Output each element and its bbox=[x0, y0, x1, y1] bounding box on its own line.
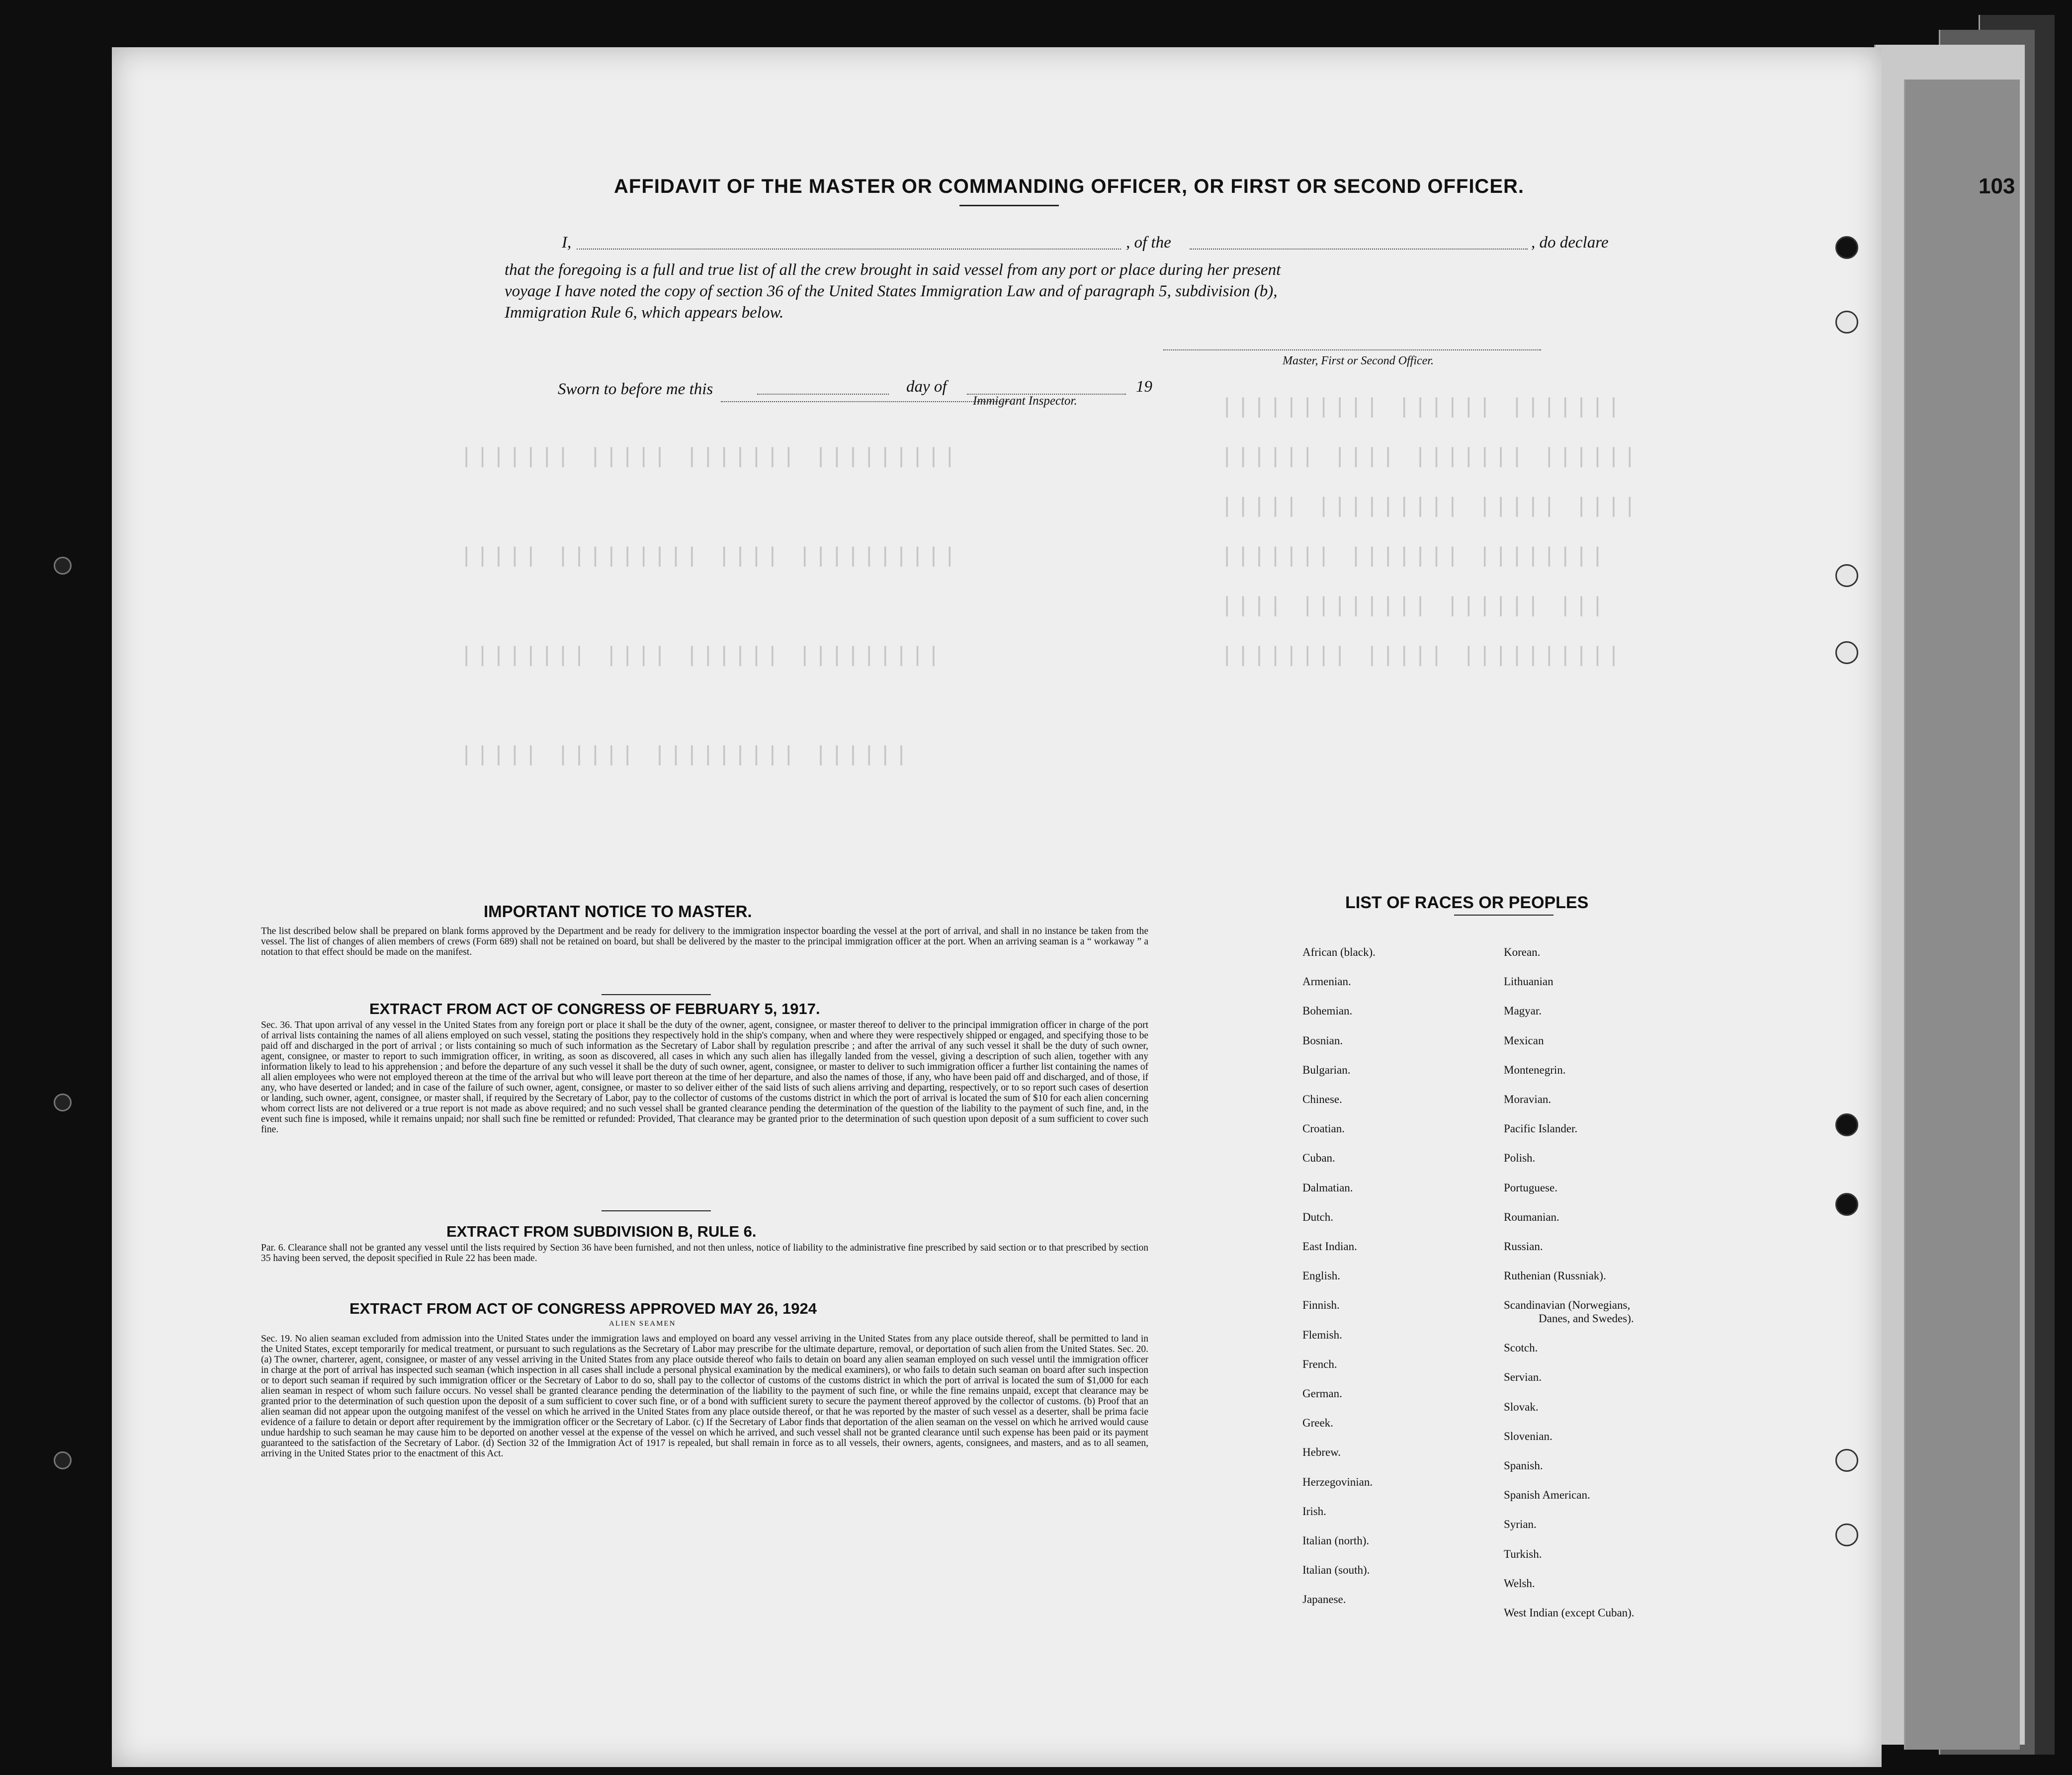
race-item: Korean. bbox=[1504, 946, 1541, 958]
race-item: East Indian. bbox=[1302, 1240, 1357, 1253]
race-item: Scotch. bbox=[1504, 1342, 1538, 1354]
race-item: Servian. bbox=[1504, 1371, 1542, 1384]
divider bbox=[602, 1210, 711, 1211]
sworn-label: Sworn to before me this bbox=[558, 380, 713, 398]
race-item: Polish. bbox=[1504, 1152, 1536, 1165]
affidavit-do-declare: , do declare bbox=[1531, 234, 1609, 252]
inspector-blank bbox=[721, 401, 1012, 402]
race-item: Italian (south). bbox=[1302, 1564, 1370, 1577]
page-edge bbox=[1904, 80, 2020, 1750]
bleed-through-text: ||||| ||||||||| ||||| |||| bbox=[1220, 495, 1640, 519]
race-item: Japanese. bbox=[1302, 1593, 1346, 1606]
race-item: Hebrew. bbox=[1302, 1446, 1341, 1459]
document-page bbox=[112, 47, 1882, 1767]
race-item: Portuguese. bbox=[1504, 1181, 1557, 1194]
race-item: Slovak. bbox=[1504, 1400, 1539, 1413]
name-blank bbox=[577, 249, 1121, 250]
affidavit-line4: Immigration Rule 6, which appears below. bbox=[505, 304, 784, 322]
binder-hole bbox=[1835, 1449, 1858, 1472]
race-item: Spanish. bbox=[1504, 1459, 1543, 1472]
year-label: 19 bbox=[1136, 378, 1152, 396]
extract-1924-body: Sec. 19. No alien seaman excluded from admission into the United States under the immigration laws and employed on board any vessel arriving in the United States from any place outside thereof, shall be permitted to land in the United States, except temporarily for medical treatment, or pursuant to such regulations as the Secretary of Labor may prescribe for the ultimate departure, removal, or deportation of such alien from the United States. Sec. 20. (a) The owner, charterer, agent, consignee, or master of any vessel arriving in the United States from any place outside thereof who fails to detain on board any alien seaman employed on such vessel until the immigration officer in charge at the port of arrival has inspected such seaman (which inspection in all cases shall include a personal physical examination by the medical examiners), or who fails to detain such seaman on board after such inspection or to deport such seaman if required by such immigration officer or the Secretary of Labor to do so, shall pay to the collector of customs of the customs district in which the port of arrival is located the sum of $1,000 for each alien seaman in respect of whom such failure occurs. No vessel shall be granted clearance pending the determination of the liability to the payment of such fine, or while the fine remains unpaid, except that clearance may be granted prior to the determination of such question upon the deposit of a sum sufficient to cover such fine, or of a bond with sufficient surety to secure the payment thereof approved by the collector of customs. (b) Proof that an alien seaman did not appear upon the outgoing manifest of the vessel on which he arrived in the United States from any place outside thereof, or that he was reported by the master of such vessel as a deserter, shall be prima facie evidence of a failure to detain or deport after requirement by the immigration officer or the Secretary of Labor. (c) If the Secretary of Labor finds that deportation of the alien seaman on the vessel on which he arrived would cause undue hardship to such seaman he may cause him to be deported on another vessel at the expense of the vessel on which he arrived, and such vessel shall not be granted clearance until such expense has been paid or its payment guaranteed to the satisfaction of the Secretary of Labor. (d) Section 32 of the Immigration Act of 1917 is repealed, but shall remain in force as to all vessels, their owners, agents, consignees, and masters, and as to all seamen, arriving in the United States prior to the enactment of this Act. bbox=[261, 1334, 1148, 1459]
race-item: Slovenian. bbox=[1504, 1430, 1553, 1442]
bleed-through-text: |||||||| |||| |||||| ||||||||| bbox=[460, 644, 944, 669]
affidavit-line2: that the foregoing is a full and true list of all the crew brought in said vessel from any port or place during her present bbox=[505, 261, 1281, 279]
page-number: 103 bbox=[1979, 174, 2015, 198]
race-item: Dalmatian. bbox=[1302, 1181, 1353, 1194]
extract-1917-body: Sec. 36. That upon arrival of any vessel in the United States from any foreign port or place it shall be the duty of the owner, agent, consignee, or master thereof to deliver to the principal immigration officer in charge of the port of arrival lists containing the names of all aliens employed on such vessel, stating the positions they respectively hold in the ship's company, when and where they were respectively shipped or engaged, and specifying those to be paid off and discharged in the port of arrival ; or lists containing so much of such information as the Secretary of Labor shall by regulation prescribe ; and after the arrival of any such vessel it shall be the duty of such owner, agent, consignee, or master to report to such immigration officer, in writing, as soon as discovered, all cases in which any such alien has illegally landed from the vessel, giving a description of such alien, together with any information likely to lead to his apprehension ; and before the departure of any such vessel it shall be the duty of such owner, agent, consignee, or master to deliver to such immigration officer a further list containing the names of all alien employees who were not employed thereon at the time of the arrival but who will leave port thereon at the time of her departure, and also the names of those, if any, who have been paid off and discharged, and of those, if any, who have deserted or landed; and in case of the failure of such owner, agent, consignee, or master to so deliver either of the said lists of such aliens arriving and departing, respectively, or to so report such cases of desertion or landing, such owner, agent, consignee, or master shall, if required by the Secretary of Labor, pay to the collector of customs of the customs district in which the port of arrival is located the sum of $10 for each alien concerning whom correct lists are not delivered or a true report is not made as above required; and no such vessel shall be granted clearance pending the determination of the question of the liability to the payment of such fine, and, in the event such fine is imposed, while it remains unpaid; nor shall such fine be remitted or refunded: Provided, That clearance may be granted prior to the determination of such question upon deposit of a sum sufficient to cover such fine. bbox=[261, 1020, 1148, 1135]
race-item: Italian (north). bbox=[1302, 1534, 1370, 1547]
race-item: Greek. bbox=[1302, 1417, 1333, 1430]
day-of-label: day of bbox=[906, 378, 947, 396]
divider bbox=[602, 994, 711, 995]
divider bbox=[1454, 915, 1554, 916]
bleed-through-text: |||| |||||||| |||||| ||| bbox=[1220, 594, 1607, 619]
binder-hole bbox=[1835, 641, 1858, 664]
race-item: Bulgarian. bbox=[1302, 1063, 1351, 1076]
race-item: Flemish. bbox=[1302, 1328, 1342, 1341]
race-item: Turkish. bbox=[1504, 1547, 1542, 1560]
race-item: German. bbox=[1302, 1387, 1342, 1400]
race-item: Finnish. bbox=[1302, 1299, 1340, 1312]
bleed-through-text: |||||||| ||||| |||||||||| bbox=[1220, 644, 1624, 669]
signature-label: Master, First or Second Officer. bbox=[1283, 354, 1434, 367]
race-item: Syrian. bbox=[1504, 1518, 1537, 1531]
race-item: Roumanian. bbox=[1504, 1210, 1559, 1223]
affidavit-title: AFFIDAVIT OF THE MASTER OR COMMANDING OFFICER, OR FIRST OR SECOND OFFICER. bbox=[614, 175, 1524, 197]
race-item: West Indian (except Cuban). bbox=[1504, 1606, 1635, 1619]
rule6-body: Par. 6. Clearance shall not be granted any vessel until the lists required by Section 36 have been furnished, and not then unless, notice of liability to the administrative fine prescribed by said section or to that prescribed by section 35 having been served, the deposit specified in Rule 22 has been made. bbox=[261, 1243, 1148, 1264]
races-title: LIST OF RACES OR PEOPLES bbox=[1345, 893, 1589, 912]
race-item: Lithuanian bbox=[1504, 975, 1554, 988]
race-item: Danes, and Swedes). bbox=[1539, 1312, 1634, 1325]
race-item: Moravian. bbox=[1504, 1093, 1552, 1105]
binder-hole bbox=[54, 1451, 72, 1469]
bleed-through-text: ||||||| ||||| ||||||| ||||||||| bbox=[460, 445, 959, 470]
race-item: Scandinavian (Norwegians, bbox=[1504, 1299, 1631, 1312]
race-item: Armenian. bbox=[1302, 975, 1351, 988]
extract-1924-title: EXTRACT FROM ACT OF CONGRESS APPROVED MAY 26, 1924 bbox=[349, 1300, 817, 1317]
binder-hole bbox=[54, 1094, 72, 1111]
race-item: Bohemian. bbox=[1302, 1005, 1353, 1017]
race-item: African (black). bbox=[1302, 946, 1376, 958]
race-item: Magyar. bbox=[1504, 1005, 1542, 1017]
notice-title: IMPORTANT NOTICE TO MASTER. bbox=[484, 902, 752, 921]
race-item: Montenegrin. bbox=[1504, 1063, 1566, 1076]
divider bbox=[959, 205, 1059, 206]
vessel-blank bbox=[1190, 249, 1528, 250]
race-item: Irish. bbox=[1302, 1505, 1326, 1518]
bleed-through-text: ||||| ||||||||| |||| |||||||||| bbox=[460, 544, 959, 569]
race-item: Mexican bbox=[1504, 1034, 1544, 1047]
affidavit-line3: voyage I have noted the copy of section 36 of the United States Immigration Law and of paragraph 5, subdivision (b), bbox=[505, 282, 1278, 300]
binder-hole bbox=[1835, 1193, 1858, 1216]
inspector-label: Immigrant Inspector. bbox=[973, 394, 1077, 408]
race-item: Chinese. bbox=[1302, 1093, 1342, 1105]
binder-hole bbox=[1835, 1113, 1858, 1136]
signature-blank bbox=[1163, 349, 1541, 350]
affidavit-i: I, bbox=[562, 234, 572, 252]
race-item: Bosnian. bbox=[1302, 1034, 1343, 1047]
notice-body: The list described below shall be prepared on blank forms approved by the Department and be ready for delivery to the immigration inspector boarding the vessel at the port of arrival, and shall in no instance be taken from the vessel. The list of changes of alien members of crews (Form 689) shall not be retained on board, but shall be delivered by the master to the principal immigration officer at the port. When an arriving seaman is a “ workaway ” a notation to that effect should be made on the manifest. bbox=[261, 926, 1148, 957]
race-item: Dutch. bbox=[1302, 1210, 1333, 1223]
binder-hole bbox=[1835, 1523, 1858, 1546]
race-item: Welsh. bbox=[1504, 1577, 1535, 1590]
race-item: Russian. bbox=[1504, 1240, 1543, 1253]
race-item: Herzegovinian. bbox=[1302, 1475, 1373, 1488]
race-item: Ruthenian (Russniak). bbox=[1504, 1269, 1606, 1282]
race-item: English. bbox=[1302, 1269, 1341, 1282]
binder-hole bbox=[54, 557, 72, 575]
race-item: Cuban. bbox=[1302, 1152, 1335, 1165]
bleed-through-text: |||||||||| |||||| ||||||| bbox=[1220, 395, 1624, 420]
race-item: Spanish American. bbox=[1504, 1489, 1590, 1502]
rule6-title: EXTRACT FROM SUBDIVISION B, RULE 6. bbox=[446, 1223, 757, 1240]
extract-1924-subtitle: ALIEN SEAMEN bbox=[609, 1320, 676, 1328]
bleed-through-text: |||||| |||| ||||||| |||||| bbox=[1220, 445, 1640, 470]
race-item: French. bbox=[1302, 1357, 1337, 1370]
binder-hole bbox=[1835, 311, 1858, 334]
race-item: Croatian. bbox=[1302, 1122, 1345, 1135]
extract-1917-title: EXTRACT FROM ACT OF CONGRESS OF FEBRUARY 5, 1917. bbox=[369, 1000, 820, 1017]
race-item: Pacific Islander. bbox=[1504, 1122, 1578, 1135]
affidavit-of-the: , of the bbox=[1126, 234, 1171, 252]
bleed-through-text: ||||||| ||||||| |||||||| bbox=[1220, 544, 1607, 569]
bleed-through-text: ||||| ||||| ||||||||| |||||| bbox=[460, 743, 911, 768]
binder-hole bbox=[1835, 236, 1858, 259]
binder-hole bbox=[1835, 564, 1858, 587]
day-blank bbox=[757, 394, 889, 395]
